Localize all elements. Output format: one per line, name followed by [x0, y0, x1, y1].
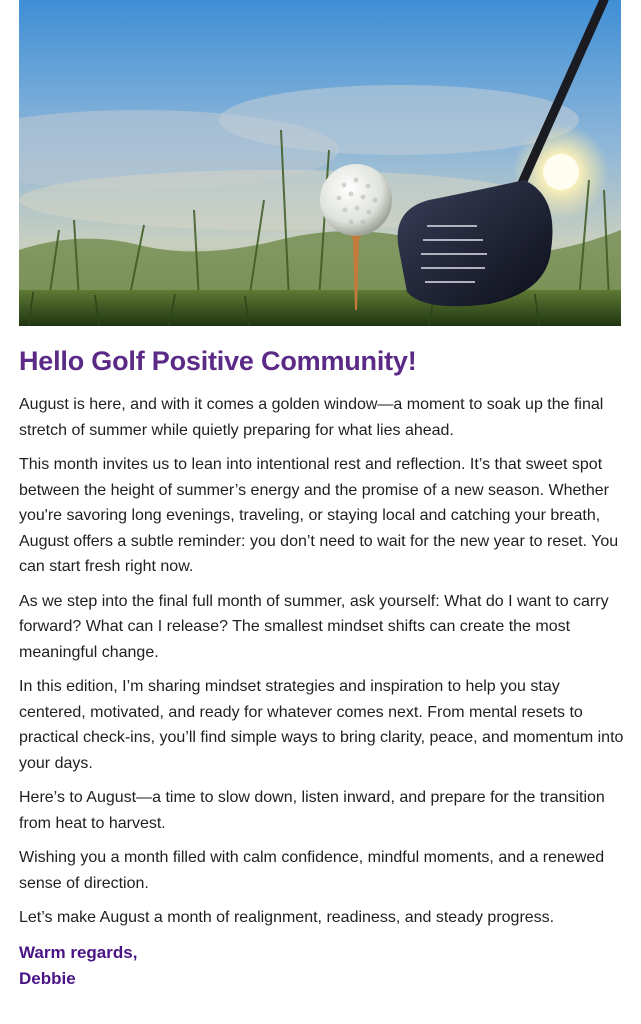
paragraph-lets-make: Let’s make August a month of realignment, readiness, and steady progress. — [19, 909, 555, 926]
signature-name: Debbie — [19, 968, 76, 988]
paragraph-intro: August is here, and with it comes a golden window—a moment to soak up the final stretch of summer while quietly preparing for what lies ahead. — [19, 396, 604, 439]
golf-ball-on-tee-with-driver-icon — [19, 0, 621, 326]
signoff — [19, 940, 625, 992]
newsletter-body — [19, 340, 625, 992]
closing-text: Warm regards, — [19, 942, 138, 962]
paragraph-heres-to-august: Here’s to August—a time to slow down, listen inward, and prepare for the transition from heat to harvest. — [19, 789, 605, 832]
paragraph-wishing-you: Wishing you a month filled with calm confidence, mindful moments, and a renewed sense of direction. — [19, 849, 605, 892]
paragraph-this-edition: In this edition, I’m sharing mindset strategies and inspiration to help you stay centered, motivated, and ready for whatever comes next. From mental resets to practical check-ins, you’ll find simple ways to bring clarity, peace, and momentum into your days. — [19, 678, 624, 772]
hero-image — [19, 0, 621, 326]
paragraph-ask-yourself: As we step into the final full month of summer, ask yourself: What do I want to carry forward? What can I release? The smallest mindset shifts can create the most meaningful change. — [19, 592, 609, 661]
newsletter-title: Hello Golf Positive Community! — [19, 346, 417, 376]
paragraph-rest-reflection: This month invites us to lean into intentional rest and reflection. It’s that sweet spot between the height of summer’s energy and the promise of a new season. Whether you're savoring long evenings, traveling, or staying local and catching your breath, August offers a subtle reminder: you don’t need to wait for the new year to reset. You can start fresh right now. — [19, 456, 619, 575]
